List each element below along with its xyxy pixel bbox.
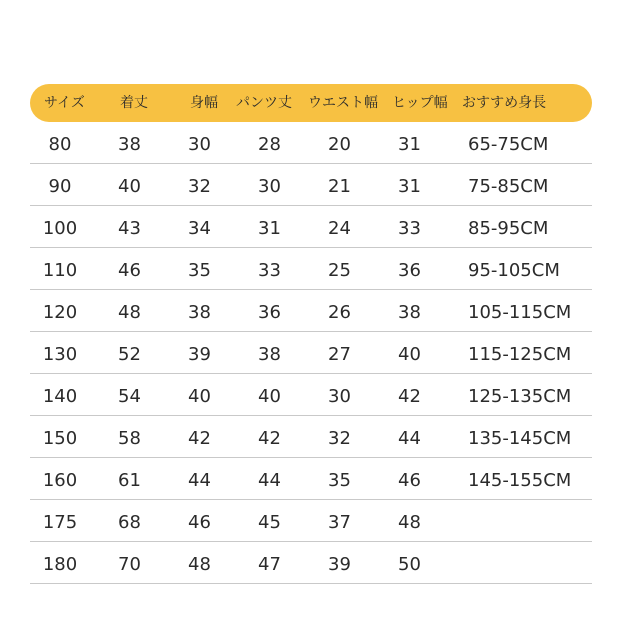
table-row <box>30 206 592 248</box>
cell-hip-width: 48 <box>398 512 421 533</box>
cell-body-width: 32 <box>188 176 211 197</box>
cell-size: 110 <box>42 260 78 281</box>
cell-pants-length: 40 <box>258 386 281 407</box>
cell-length: 68 <box>118 512 141 533</box>
cell-recommended-height: 115-125CM <box>468 344 572 365</box>
header-hip-width: ヒップ幅 <box>392 95 448 111</box>
cell-length: 43 <box>118 218 141 239</box>
cell-length: 58 <box>118 428 141 449</box>
cell-recommended-height: 135-145CM <box>468 428 572 449</box>
cell-hip-width: 40 <box>398 344 421 365</box>
cell-waist-width: 35 <box>328 470 351 491</box>
cell-length: 54 <box>118 386 141 407</box>
table-row <box>30 458 592 500</box>
cell-recommended-height: 85-95CM <box>468 218 549 239</box>
cell-pants-length: 44 <box>258 470 281 491</box>
cell-body-width: 48 <box>188 554 211 575</box>
table-body <box>30 122 592 584</box>
table-row <box>30 164 592 206</box>
cell-length: 46 <box>118 260 141 281</box>
cell-waist-width: 32 <box>328 428 351 449</box>
cell-size: 150 <box>42 428 78 449</box>
cell-hip-width: 42 <box>398 386 421 407</box>
table-row <box>30 332 592 374</box>
table-row <box>30 290 592 332</box>
header-pants-length: パンツ丈 <box>236 95 292 111</box>
cell-size: 180 <box>42 554 78 575</box>
cell-pants-length: 36 <box>258 302 281 323</box>
cell-body-width: 39 <box>188 344 211 365</box>
header-recommended-height: おすすめ身長 <box>462 95 547 111</box>
cell-body-width: 40 <box>188 386 211 407</box>
cell-waist-width: 37 <box>328 512 351 533</box>
cell-size: 120 <box>42 302 78 323</box>
cell-body-width: 44 <box>188 470 211 491</box>
cell-pants-length: 45 <box>258 512 281 533</box>
cell-recommended-height: 95-105CM <box>468 260 560 281</box>
cell-size: 140 <box>42 386 78 407</box>
cell-size: 80 <box>48 134 72 155</box>
table-row <box>30 500 592 542</box>
cell-recommended-height: 145-155CM <box>468 470 572 491</box>
table-row <box>30 374 592 416</box>
cell-waist-width: 24 <box>328 218 351 239</box>
cell-pants-length: 33 <box>258 260 281 281</box>
cell-length: 40 <box>118 176 141 197</box>
cell-hip-width: 38 <box>398 302 421 323</box>
cell-waist-width: 27 <box>328 344 351 365</box>
cell-hip-width: 33 <box>398 218 421 239</box>
cell-waist-width: 39 <box>328 554 351 575</box>
cell-body-width: 42 <box>188 428 211 449</box>
cell-pants-length: 42 <box>258 428 281 449</box>
cell-hip-width: 36 <box>398 260 421 281</box>
cell-size: 175 <box>42 512 78 533</box>
cell-hip-width: 46 <box>398 470 421 491</box>
cell-pants-length: 38 <box>258 344 281 365</box>
cell-waist-width: 20 <box>328 134 351 155</box>
cell-length: 70 <box>118 554 141 575</box>
table-header <box>30 84 592 122</box>
cell-body-width: 30 <box>188 134 211 155</box>
cell-length: 38 <box>118 134 141 155</box>
cell-length: 52 <box>118 344 141 365</box>
cell-recommended-height: 105-115CM <box>468 302 572 323</box>
cell-waist-width: 25 <box>328 260 351 281</box>
cell-recommended-height: 125-135CM <box>468 386 572 407</box>
cell-hip-width: 44 <box>398 428 421 449</box>
cell-recommended-height: 65-75CM <box>468 134 549 155</box>
header-body-width: 身幅 <box>190 95 218 111</box>
cell-waist-width: 26 <box>328 302 351 323</box>
cell-pants-length: 28 <box>258 134 281 155</box>
cell-body-width: 46 <box>188 512 211 533</box>
cell-size: 130 <box>42 344 78 365</box>
cell-recommended-height: 75-85CM <box>468 176 549 197</box>
cell-body-width: 35 <box>188 260 211 281</box>
table-row <box>30 122 592 164</box>
table-row <box>30 416 592 458</box>
cell-pants-length: 31 <box>258 218 281 239</box>
header-waist-width: ウエスト幅 <box>308 95 378 111</box>
cell-hip-width: 31 <box>398 134 421 155</box>
cell-hip-width: 31 <box>398 176 421 197</box>
table-row <box>30 542 592 584</box>
cell-length: 48 <box>118 302 141 323</box>
cell-size: 100 <box>42 218 78 239</box>
cell-length: 61 <box>118 470 141 491</box>
cell-size: 160 <box>42 470 78 491</box>
cell-hip-width: 50 <box>398 554 421 575</box>
header-size: サイズ <box>44 95 85 111</box>
cell-waist-width: 30 <box>328 386 351 407</box>
cell-pants-length: 30 <box>258 176 281 197</box>
cell-body-width: 38 <box>188 302 211 323</box>
size-chart-table <box>30 84 592 584</box>
cell-body-width: 34 <box>188 218 211 239</box>
cell-pants-length: 47 <box>258 554 281 575</box>
cell-size: 90 <box>48 176 72 197</box>
table-row <box>30 248 592 290</box>
header-length: 着丈 <box>120 95 148 111</box>
cell-waist-width: 21 <box>328 176 351 197</box>
